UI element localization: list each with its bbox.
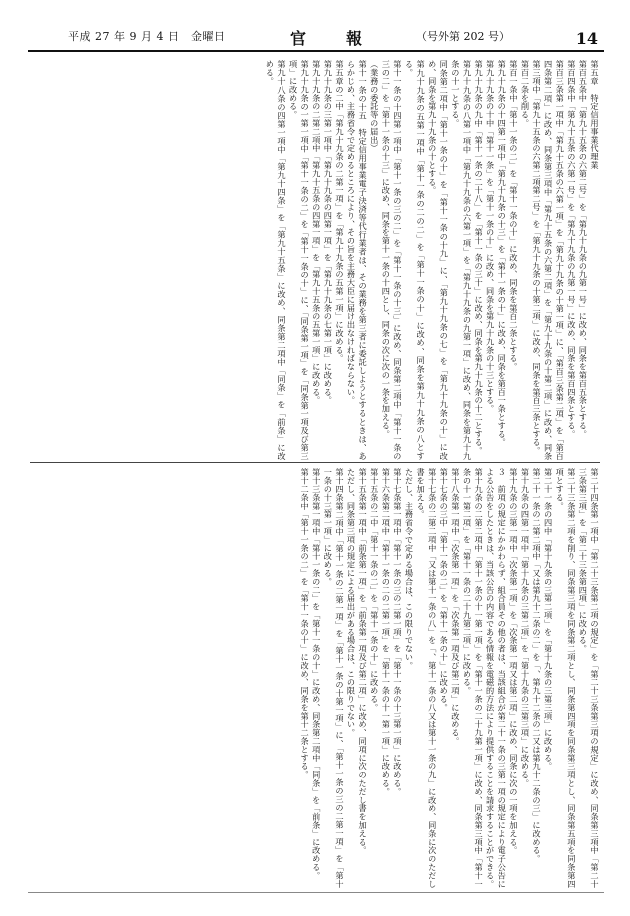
footer-rule — [28, 892, 604, 893]
page-header — [28, 22, 604, 48]
publication-title: 官 報 — [290, 29, 375, 48]
page-number: 14 — [575, 29, 598, 48]
header-rule — [28, 50, 604, 52]
upper-section — [30, 60, 600, 460]
issue-number: （号外第 202 号） — [416, 30, 510, 43]
upper-body-text: 第五章 特定信用事業代理業 第百五条中「第九十五条の六第二号」を「第九十九条の九第一号」に改め、同条を第百五条とする。 第百四条中「第九十五条の六第一号」を「第九十九条の九第一号」に改め、同条を第百四条とする。 第百三条第一項中「第九十五条の六第一項」を「第九十九条の十第一項」に、「第百三条第二項」を「第百四条第二項」に改め、同条第三項中「第九十五条の六第二項」を「第九十九条の十第二項」に改め、同条第三項中「第九十五条の六第二項第二号」を「第九十九条の十第二項」に改め、同条を第百三条とする。 第百二条を削る。 第百一条中「第十一条の二」を「第十一条の十」に改め、同条を第百二条とする。 第九十九条の十四第一項中「第九十九条の十三」を「第十一条の十」に改め、同条を第百一条とする。 第九十九条の十中「第十一条」を「第十一条の十」に改め、同条を第九十九条の十三とする。 第九十九条の九中「第十一条の二十八」を「第十一条の三十」に改め、同条を第九十九条の十二とする。 第九十九条の八第一項中「第九十九条の六第一項」を「第九十九条の九第一項」に改め、同条を第九十九条の十一とする。 同条第二項中「第十一条の十」を「第十一条の十九」に、「第九十九条の七」を「第九十九条の十」に改め、同条を第九十九条の十とする。 第九十九条の五第一項中「第十一条の二の二」を「第十一条の十」に改め、同条を第九十九条の八とする。 第十一条の十四第一項中「第十一条の三の二」を「第十一条の十三」に改め、同条第二項中「第十一条の三の二」を「第十一条の十三」に改め、同条を第十一条の十四とし、同条の次に次の一条を加える。 （業務の委託等の届出） 第十一条の十五 特定信用事業電子決済等代行業者は、その業務を第三者に委託しようとするときは、あらかじめ、主務省令で定めるところにより、その旨を主務大臣に届け出なければならない。 第五章の二中「第九十九条の二第一項」を「第九十九条の五第一項」に改める。 第九十九条の三第一項中「第九十九条の四第一項」を「第九十九条の七第一項」に改める。 第九十九条の二第二項中「第九十五条の四第一項」を「第九十五条の五第一項」に改める。 第九十九条の一第一項中「第十一条の二」を「第十一条の十」に、「同条第一項」を「同条第一項及び第三項」に改める。 第九十八条の四第一項中「第九十四条」を「第九十五条」に改め、同条第二項中「同条」を「前条」に改める。 — [265, 60, 600, 460]
issue-date: 平成 27 年 9 月 4 日 金曜日 — [68, 30, 226, 43]
lower-body-text: 第二十四条第一項中「第二十三条第二項の規定」を「第二十三条第三項の規定」に改め、同条第三項中「第二十三条第三項」を「第二十三条第四項」に改める。 第二十三条第二項を削り、同条第三項を同条第二項とし、同条第四項を同条第三項とし、同条第五項を同条第四項とする。 第二十一条の四中「第十九条の三第二項」を「第十九条の三第三項」に改める。 第二十一条の二第二項中「又は第九十二条の二」を「、第九十二条の二又は第九十二条の三」に改める。 第十九条の四第一項中「第十九条の三第二項」を「第十九条の三第三項」に改める。 第十九条の三第一項中「次条第一項」を「次条第一項又は第二項」に改め、同条に次の一項を加える。 ３ 前項の規定にかかわらず、組合員その他の者は、当該組合が第二十一条の三第一項の規定により電子公告による公告をしたときは、当該公告の内容である情報を電磁的方法により提供することを請求することができる。 第十九条の二第二項中「第十一条の十一第一項」を「第十一条の二十九第一項」に改め、同条第三項中「第十一条の十一第二項」を「第十一条の二十九第二項」に改める。 第十八条第一項中「次条第一項」を「次条第一項及び第二項」に改める。 第十七条の三中「第十一条の二」を「第十一条の十」に改める。 第十七条の二第二項中「又は第十一条の八」を「、第十一条の八又は第十一条の九」に改め、同条に次のただし書を加える。 ただし、主務省令で定める場合は、この限りでない。 第十七条第一項中「第十一条の三の二第一項」を「第十一条の十三第一項」に改める。 第十六条第二項中「第十一条の二の二第一項」を「第十一条の十一第一項」に改める。 第十五条の二中「第十一条の二」を「第十一条の十」に改める。 第十五条第一項中「前条第一項」を「前条第一項及び第二項」に改め、同項に次のただし書を加える。 ただし、同条第三項の規定による届出がある場合は、この限りでない。 第十四条第二項中「第十一条の二第一項」を「第十一条の十第一項」に、「第十一条の三の二第一項」を「第十一条の十三第一項」に改める。 第十三条第一項中「第十一条の二」を「第十一条の十」に改め、同条第二項中「同条」を「前条」に改める。 第十二条中「第十一条の二」を「第十一条の十」に改め、同条を第十二条とする。 — [300, 468, 600, 888]
section-divider — [30, 462, 600, 463]
lower-section — [30, 468, 600, 888]
